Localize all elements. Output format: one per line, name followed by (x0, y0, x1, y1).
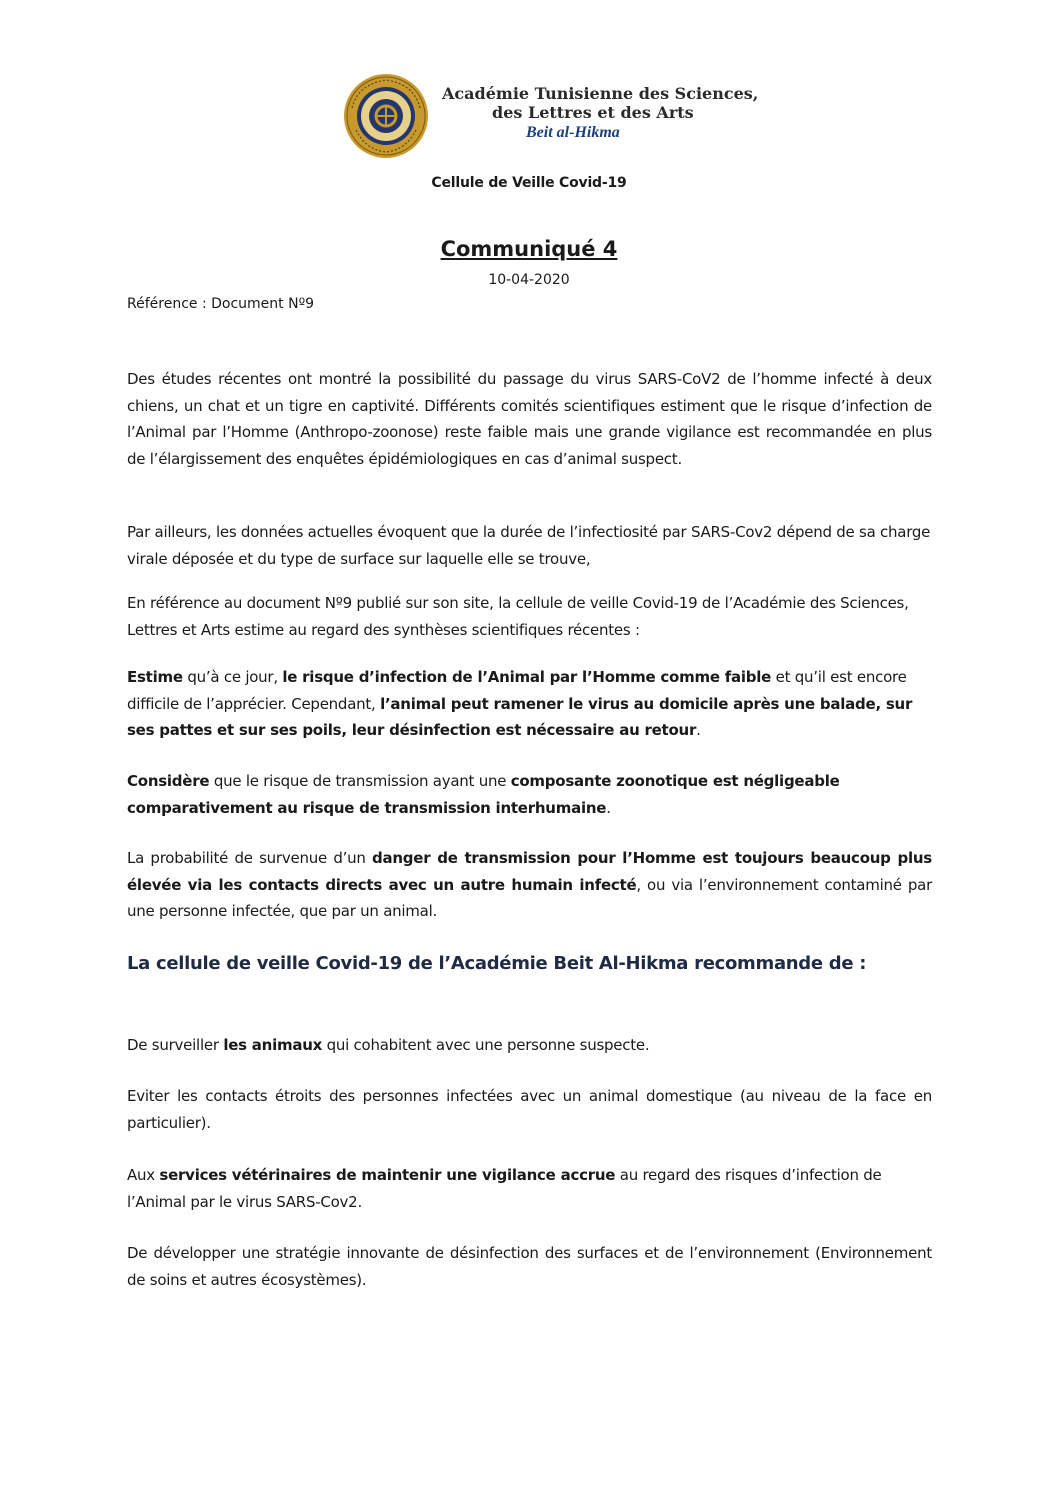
text: , ou via l’environnement contaminé par une personne infectée, que par un animal. (127, 875, 932, 920)
recommendation-surveiller (127, 1032, 932, 1059)
paragraph-infectiosity: Par ailleurs, les données actuelles évoquent que la durée de l’infectiosité par SARS-Cov2 dépend de sa charge virale déposée et du type de surface sur laquelle elle se trouve, (127, 523, 931, 568)
academy-name-line1: Académie Tunisienne des Sciences, (442, 84, 759, 103)
cellule-title: Cellule de Veille Covid-19 (431, 175, 627, 191)
communique-title: Communiqué 4 (440, 237, 618, 261)
paragraph-reference-doc: En référence au document Nº9 publié sur son site, la cellule de veille Covid-19 de l’Académie des Sciences, Lettres et Arts estime au regard des synthèses scientifiques récentes : (127, 594, 909, 639)
academy-subtitle: Beit al-Hikma (526, 124, 620, 141)
recommendation-veterinaires (127, 1162, 932, 1215)
bold-text: le risque d’infection de l’Animal par l’Homme comme faible (282, 668, 772, 686)
text: qui cohabitent avec une personne suspecte. (322, 1036, 650, 1054)
text: . (696, 721, 701, 739)
academy-name (442, 84, 758, 122)
recommendations-heading: La cellule de veille Covid-19 de l’Académie Beit Al-Hikma recommande de : (127, 953, 867, 974)
bold-text: danger de transmission pour l’Homme est toujours beaucoup plus élevée via les contacts directs avec un autre humain infecté (127, 849, 932, 894)
text: Aux (127, 1166, 160, 1184)
bold-text: services vétérinaires de maintenir une vigilance accrue (159, 1166, 616, 1184)
communique-date: 10-04-2020 (488, 272, 570, 288)
bold-text: composante zoonotique est négligeable comparativement au risque de transmission interhumaine (127, 772, 840, 817)
academy-name-line2: des Lettres et des Arts (492, 103, 694, 122)
paragraph-considere (127, 768, 932, 821)
bold-text: les animaux (223, 1036, 323, 1054)
recommendation-strategie: De développer une stratégie innovante de désinfection des surfaces et de l’environnement (Environnement de soins et autres écosystèmes). (127, 1244, 932, 1289)
bold-text: Estime (127, 668, 183, 686)
document-reference: Référence : Document Nº9 (127, 296, 315, 312)
text: De surveiller (127, 1036, 224, 1054)
paragraph-estime (127, 664, 932, 744)
text: La probabilité de survenue d’un (127, 849, 373, 867)
paragraph-studies: Des études récentes ont montré la possibilité du passage du virus SARS-CoV2 de l’homme infecté à deux chiens, un chat et un tigre en captivité. Différents comités scientifiques estiment que le risque d’infection de l’Animal par l’Homme (Anthropo-zoonose) reste faible mais une grande vigilance est recommandée en plus de l’élargissement des enquêtes épidémiologiques en cas d’animal suspect. (127, 370, 932, 468)
text: que le risque de transmission ayant une (209, 772, 511, 790)
academy-seal-icon (342, 72, 430, 160)
text: . (606, 798, 611, 817)
paragraph-probabilite (127, 845, 932, 925)
bold-text: Considère (127, 772, 210, 790)
text: et qu’il est encore difficile de l’apprécier. Cependant, (127, 668, 907, 713)
bold-text: l’animal peut ramener le virus au domicile après une balade, sur ses pattes et sur ses poils, leur désinfection est nécessaire au retour (127, 694, 913, 739)
academy-logo (338, 70, 759, 160)
text: au regard des risques d’infection de l’Animal par le virus SARS-Cov2. (127, 1166, 882, 1211)
recommendation-eviter: Eviter les contacts étroits des personnes infectées avec un animal domestique (au niveau de la face en particulier). (127, 1087, 932, 1132)
text: qu’à ce jour, (182, 668, 283, 686)
